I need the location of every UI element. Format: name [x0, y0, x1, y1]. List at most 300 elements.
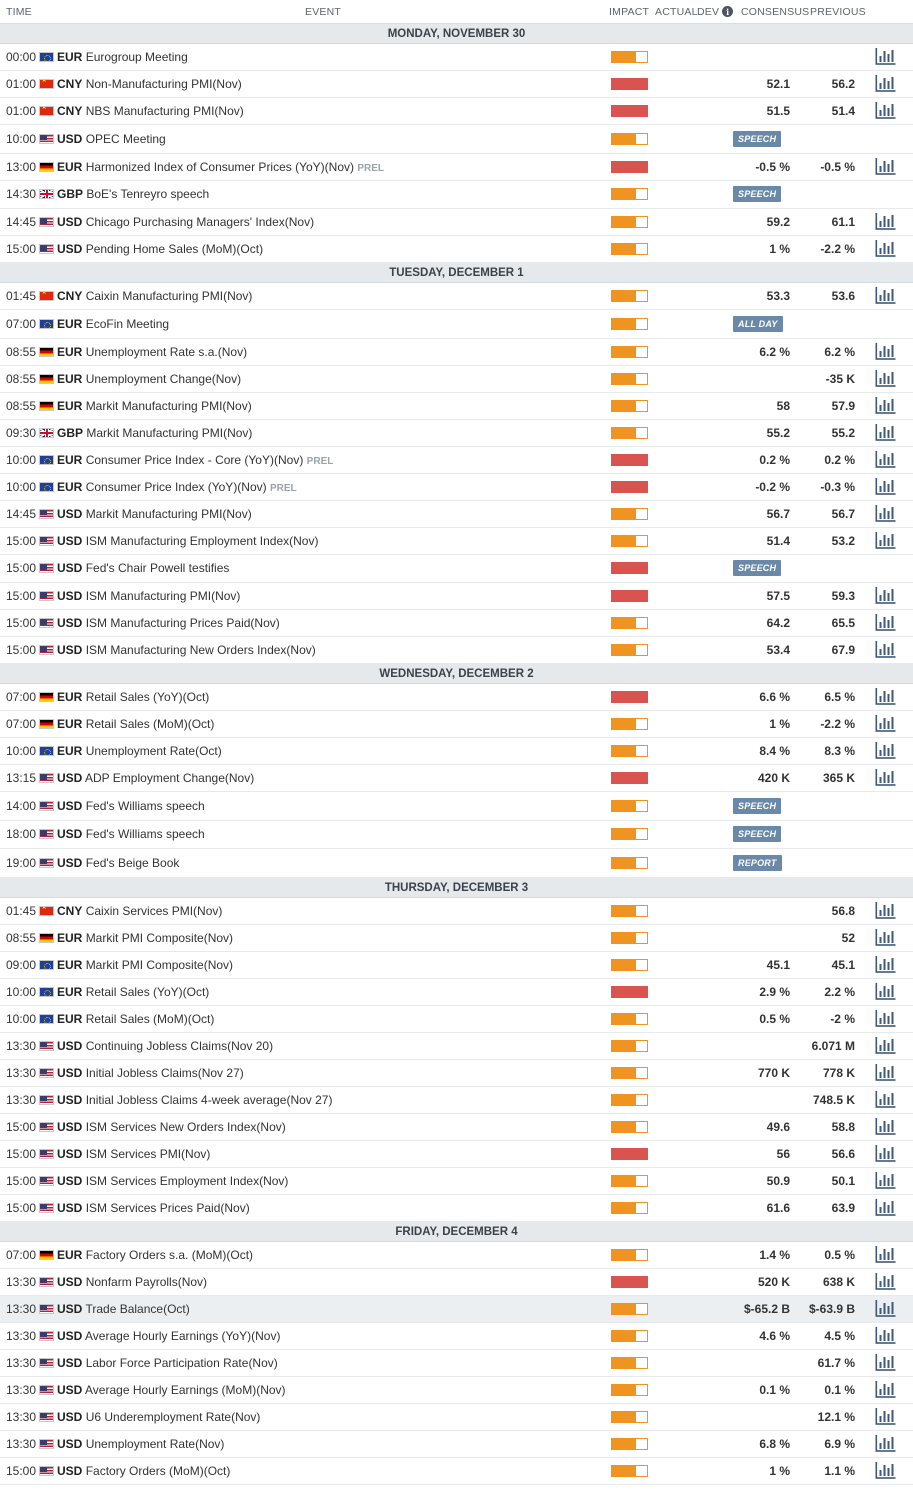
event-row[interactable] [0, 1431, 913, 1458]
event-row[interactable] [0, 1141, 913, 1168]
chart-icon[interactable] [875, 929, 896, 946]
event-title[interactable] [57, 1302, 190, 1316]
event-title[interactable] [57, 289, 252, 303]
previous-value: 56.8 [831, 903, 855, 918]
chart-icon[interactable] [875, 478, 896, 495]
chart-icon[interactable] [875, 397, 896, 414]
eu-flag-icon [39, 987, 54, 997]
event-row[interactable] [0, 1195, 913, 1222]
event-currency: USD [57, 855, 83, 870]
chart-icon[interactable] [875, 1462, 896, 1479]
event-row[interactable] [0, 181, 913, 210]
event-currency: USD [57, 1173, 83, 1188]
impact-medium-bar [611, 1303, 648, 1315]
event-time: 15:00 [6, 242, 37, 256]
chart-icon[interactable] [875, 343, 896, 360]
event-time: 13:30 [6, 1038, 37, 1053]
event-name: BoE's Tenreyro speech [86, 187, 210, 202]
event-time: 10:00 [6, 984, 37, 999]
event-currency: USD [57, 1463, 83, 1478]
previous-value: -2.2 % [820, 717, 855, 731]
event-row[interactable] [0, 1296, 913, 1323]
chart-icon[interactable] [875, 688, 896, 705]
event-currency: USD [57, 561, 83, 576]
chart-icon[interactable] [875, 1172, 896, 1189]
event-title[interactable] [57, 904, 222, 918]
impact-medium-bar [611, 644, 648, 656]
event-time: 01:00 [6, 104, 37, 118]
event-title[interactable] [57, 1174, 288, 1188]
event-currency: USD [57, 1065, 83, 1080]
event-name: Trade Balance(Oct) [85, 1301, 190, 1316]
chart-icon[interactable] [875, 983, 896, 1000]
consensus-value: 1.4 % [759, 1247, 790, 1262]
event-currency: EUR [57, 957, 83, 972]
header-event[interactable]: EVENT [305, 5, 342, 18]
event-currency: EUR [57, 717, 83, 731]
previous-value: 1.1 % [824, 1463, 855, 1478]
consensus-value: -0.5 % [755, 159, 790, 174]
chart-icon[interactable] [875, 769, 896, 786]
chart-icon[interactable] [875, 1435, 896, 1452]
chart-icon[interactable] [875, 1091, 896, 1108]
event-row[interactable] [0, 898, 913, 925]
event-currency: USD [57, 1146, 83, 1161]
event-title[interactable] [57, 827, 205, 841]
us-flag-icon [39, 1439, 54, 1449]
event-title[interactable] [57, 1464, 230, 1478]
event-title[interactable] [57, 985, 209, 999]
event-title[interactable] [57, 1356, 278, 1370]
impact-medium-bar [611, 133, 648, 145]
event-title[interactable] [57, 345, 247, 359]
event-row[interactable] [0, 528, 913, 555]
germany-flag-icon [39, 162, 54, 172]
consensus-value: 53.4 [766, 643, 790, 657]
chart-icon[interactable] [875, 902, 896, 919]
impact-medium-bar [611, 373, 648, 385]
event-title[interactable] [57, 104, 244, 118]
chart-icon[interactable] [875, 1064, 896, 1081]
us-flag-icon [39, 645, 54, 655]
event-title[interactable] [57, 1329, 280, 1343]
event-row[interactable] [0, 952, 913, 979]
event-row[interactable] [0, 849, 913, 878]
china-flag-icon [39, 291, 54, 301]
event-name: Pending Home Sales (MoM)(Oct) [85, 242, 264, 256]
chart-icon[interactable] [875, 715, 896, 732]
event-row[interactable] [0, 1033, 913, 1060]
event-row[interactable] [0, 610, 913, 637]
event-time: 15:00 [6, 533, 37, 548]
us-flag-icon [39, 1277, 54, 1287]
event-currency: USD [57, 1355, 83, 1370]
chart-icon[interactable] [875, 158, 896, 175]
event-row[interactable] [0, 711, 913, 738]
us-flag-icon [39, 1095, 54, 1105]
previous-value: -0.5 % [820, 159, 855, 174]
chart-icon[interactable] [875, 1010, 896, 1027]
chart-icon[interactable] [875, 532, 896, 549]
previous-value: 56.2 [831, 77, 855, 91]
event-currency: CNY [57, 104, 83, 118]
impact-medium-bar [611, 535, 648, 547]
event-row[interactable] [0, 1242, 913, 1269]
event-title[interactable] [57, 453, 333, 467]
event-row[interactable] [0, 44, 913, 71]
event-badge: ALL DAY [733, 316, 783, 332]
event-currency: USD [57, 1382, 83, 1397]
header-impact[interactable]: IMPACT [609, 5, 650, 18]
us-flag-icon [39, 1041, 54, 1051]
event-currency: USD [57, 215, 83, 229]
china-flag-icon [39, 79, 54, 89]
event-row[interactable] [0, 310, 913, 339]
previous-value: 61.1 [831, 215, 855, 229]
header-previous[interactable]: PREVIOUS [810, 5, 866, 18]
event-name: Markit PMI Composite(Nov) [85, 957, 234, 972]
chart-icon[interactable] [875, 1381, 896, 1398]
previous-value: 6.071 M [811, 1038, 855, 1053]
event-title[interactable] [57, 1248, 253, 1262]
chart-icon[interactable] [875, 102, 896, 119]
event-row[interactable] [0, 474, 913, 501]
event-currency: EUR [57, 50, 83, 64]
previous-value: 65.5 [831, 616, 855, 630]
event-name: Average Hourly Earnings (MoM)(Nov) [85, 1382, 286, 1397]
impact-medium-bar [611, 1330, 648, 1342]
previous-value: 8.3 % [824, 744, 855, 758]
event-name: ADP Employment Change(Nov) [85, 771, 255, 785]
info-icon[interactable]: i [722, 6, 733, 17]
event-currency: USD [57, 533, 83, 548]
event-title[interactable] [57, 931, 233, 945]
chart-icon[interactable] [875, 424, 896, 441]
event-row[interactable] [0, 1269, 913, 1296]
event-row[interactable] [0, 125, 913, 154]
event-title[interactable] [57, 426, 252, 440]
event-currency: USD [57, 1409, 83, 1424]
event-row[interactable] [0, 366, 913, 393]
consensus-value: 6.8 % [759, 1436, 790, 1451]
event-row[interactable] [0, 236, 913, 263]
event-name: Factory Orders (MoM)(Oct) [85, 1463, 231, 1478]
consensus-value: 0.1 % [759, 1382, 790, 1397]
event-time: 15:00 [6, 1200, 37, 1215]
previous-value: 52 [841, 930, 855, 945]
uk-flag-icon [39, 428, 54, 438]
day-header: WEDNESDAY, DECEMBER 2 [0, 664, 913, 684]
event-title[interactable] [57, 1275, 207, 1289]
event-row[interactable] [0, 979, 913, 1006]
event-row[interactable] [0, 925, 913, 952]
event-time: 13:30 [6, 1274, 37, 1289]
chart-icon[interactable] [875, 370, 896, 387]
event-time: 10:00 [6, 131, 37, 146]
event-title[interactable] [57, 643, 316, 657]
impact-high-bar [611, 562, 648, 574]
consensus-value: 55.2 [766, 425, 790, 440]
event-name: Retail Sales (YoY)(Oct) [85, 984, 210, 999]
consensus-value: $-65.2 B [743, 1301, 790, 1316]
header-time[interactable]: TIME [6, 5, 32, 18]
event-title[interactable] [57, 50, 188, 64]
previous-value: 45.1 [831, 957, 855, 972]
event-title[interactable] [57, 215, 314, 229]
event-currency: EUR [57, 371, 83, 386]
chart-icon[interactable] [875, 1199, 896, 1216]
us-flag-icon [39, 1149, 54, 1159]
consensus-value: 1 % [769, 717, 790, 731]
event-name: Retail Sales (YoY)(Oct) [85, 690, 210, 704]
impact-medium-bar [611, 1411, 648, 1423]
event-title[interactable] [57, 1039, 273, 1053]
chart-icon[interactable] [875, 956, 896, 973]
event-title[interactable] [57, 1093, 332, 1107]
event-title[interactable] [57, 160, 384, 174]
eu-flag-icon [39, 455, 54, 465]
chart-icon[interactable] [875, 1145, 896, 1162]
event-time: 13:30 [6, 1382, 37, 1397]
event-row[interactable] [0, 1458, 913, 1485]
chart-icon[interactable] [875, 641, 896, 658]
event-currency: USD [57, 1274, 83, 1289]
event-title[interactable] [57, 616, 280, 630]
consensus-value: 56.7 [766, 506, 790, 521]
event-currency: USD [57, 131, 83, 146]
event-row[interactable] [0, 1006, 913, 1033]
impact-medium-bar [611, 1094, 648, 1106]
us-flag-icon [39, 1176, 54, 1186]
chart-icon[interactable] [875, 587, 896, 604]
event-name: Markit Manufacturing PMI(Nov) [85, 506, 252, 521]
chart-icon[interactable] [875, 1246, 896, 1263]
us-flag-icon [39, 1412, 54, 1422]
event-row[interactable] [0, 555, 913, 584]
previous-value: 55.2 [831, 425, 855, 440]
event-row[interactable] [0, 209, 913, 236]
impact-medium-bar [611, 290, 648, 302]
previous-value: 50.1 [831, 1173, 855, 1188]
event-name: Eurogroup Meeting [85, 50, 188, 64]
chart-icon[interactable] [875, 614, 896, 631]
event-time: 08:55 [6, 930, 37, 945]
event-row[interactable] [0, 98, 913, 125]
impact-high-bar [611, 105, 648, 117]
event-row[interactable] [0, 1350, 913, 1377]
event-title[interactable] [57, 1201, 250, 1215]
impact-medium-bar [611, 857, 648, 869]
impact-high-bar [611, 1276, 648, 1288]
event-row[interactable] [0, 821, 913, 850]
event-row[interactable] [0, 792, 913, 821]
event-name: Markit Manufacturing PMI(Nov) [86, 425, 253, 440]
chart-icon[interactable] [875, 1118, 896, 1135]
event-title[interactable] [57, 856, 179, 870]
event-row[interactable] [0, 1087, 913, 1114]
chart-icon[interactable] [875, 240, 896, 257]
event-title[interactable] [57, 480, 297, 494]
previous-value: 6.5 % [824, 690, 855, 704]
event-row[interactable] [0, 1377, 913, 1404]
event-time: 10:00 [6, 744, 37, 758]
event-title[interactable] [57, 187, 209, 201]
previous-value: 51.4 [831, 104, 855, 118]
event-title[interactable] [57, 1066, 244, 1080]
us-flag-icon [39, 1122, 54, 1132]
event-currency: USD [57, 242, 83, 256]
impact-high-bar [611, 481, 648, 493]
event-row[interactable] [0, 447, 913, 474]
event-row[interactable] [0, 71, 913, 98]
consensus-value: 49.6 [766, 1119, 790, 1134]
event-currency: USD [57, 506, 83, 521]
us-flag-icon [39, 618, 54, 628]
event-title[interactable] [57, 771, 254, 785]
chart-icon[interactable] [875, 1273, 896, 1290]
header-consensus[interactable]: CONSENSUS [741, 5, 810, 18]
event-name: Chicago Purchasing Managers' Index(Nov) [85, 215, 315, 229]
event-title[interactable] [57, 1147, 210, 1161]
us-flag-icon [39, 1304, 54, 1314]
impact-high-bar [611, 78, 648, 90]
event-time: 13:30 [6, 1065, 37, 1080]
event-row[interactable] [0, 420, 913, 447]
event-row[interactable] [0, 1168, 913, 1195]
previous-value: 59.3 [831, 589, 855, 603]
event-time: 13:15 [6, 771, 37, 785]
event-title[interactable] [57, 1437, 224, 1451]
uk-flag-icon [39, 189, 54, 199]
event-currency: USD [57, 1038, 83, 1053]
event-title[interactable] [57, 317, 169, 331]
us-flag-icon [39, 1358, 54, 1368]
chart-icon[interactable] [875, 1037, 896, 1054]
event-name: Fed's Williams speech [85, 827, 205, 842]
event-currency: EUR [57, 159, 83, 174]
us-flag-icon [39, 244, 54, 254]
event-title[interactable] [57, 77, 242, 91]
event-row[interactable] [0, 154, 913, 181]
event-row[interactable] [0, 1060, 913, 1087]
event-title[interactable] [57, 958, 233, 972]
chart-icon[interactable] [875, 1354, 896, 1371]
germany-flag-icon [39, 347, 54, 357]
chart-icon[interactable] [875, 505, 896, 522]
event-title[interactable] [57, 589, 240, 603]
event-title[interactable] [57, 242, 263, 256]
chart-icon[interactable] [875, 1327, 896, 1344]
chart-icon[interactable] [875, 451, 896, 468]
chart-icon[interactable] [875, 1408, 896, 1425]
event-row[interactable] [0, 1323, 913, 1350]
header-dev[interactable] [697, 6, 733, 18]
event-currency: GBP [57, 187, 84, 202]
event-row[interactable] [0, 684, 913, 711]
chart-icon[interactable] [875, 742, 896, 759]
event-currency: USD [57, 643, 83, 657]
event-name: EcoFin Meeting [85, 316, 170, 331]
event-row[interactable] [0, 501, 913, 528]
event-row[interactable] [0, 339, 913, 366]
event-row[interactable] [0, 637, 913, 664]
us-flag-icon [39, 1203, 54, 1213]
event-title[interactable] [57, 1410, 260, 1424]
impact-medium-bar [611, 905, 648, 917]
event-time: 19:00 [6, 855, 37, 870]
chart-icon[interactable] [875, 1300, 896, 1317]
event-title[interactable] [57, 534, 318, 548]
event-row[interactable] [0, 1114, 913, 1141]
event-title[interactable] [57, 717, 214, 731]
event-title[interactable] [57, 1012, 214, 1026]
chart-icon[interactable] [875, 213, 896, 230]
event-time: 13:30 [6, 1355, 37, 1370]
chart-icon[interactable] [875, 75, 896, 92]
event-title[interactable] [57, 690, 209, 704]
day-header: FRIDAY, DECEMBER 4 [0, 1222, 913, 1242]
event-currency: CNY [57, 289, 83, 303]
previous-value: 63.9 [831, 1200, 855, 1215]
event-title[interactable] [57, 507, 252, 521]
event-currency: USD [57, 1092, 83, 1107]
consensus-value: 56 [776, 1146, 790, 1161]
event-title[interactable] [57, 132, 166, 146]
consensus-value: 51.4 [766, 533, 790, 548]
us-flag-icon [39, 591, 54, 601]
event-row[interactable] [0, 583, 913, 610]
event-row[interactable] [0, 283, 913, 310]
event-name: Unemployment Change(Nov) [85, 371, 242, 386]
event-title[interactable] [57, 1383, 286, 1397]
event-name: ISM Manufacturing PMI(Nov) [85, 589, 241, 603]
header-actual[interactable]: ACTUAL [655, 5, 698, 18]
event-name: Labor Force Participation Rate(Nov) [85, 1355, 278, 1370]
event-title[interactable] [57, 399, 252, 413]
chart-icon[interactable] [875, 48, 896, 65]
event-row[interactable] [0, 393, 913, 420]
prel-tag: PREL [357, 162, 385, 174]
event-row[interactable] [0, 738, 913, 765]
day-header: MONDAY, NOVEMBER 30 [0, 24, 913, 44]
us-flag-icon [39, 1331, 54, 1341]
event-currency: USD [57, 589, 83, 603]
event-row[interactable] [0, 765, 913, 792]
event-title[interactable] [57, 1120, 286, 1134]
event-title[interactable] [57, 744, 222, 758]
event-time: 10:00 [6, 452, 37, 467]
event-name: Initial Jobless Claims(Nov 27) [85, 1065, 244, 1080]
previous-value: -35 K [825, 371, 855, 386]
event-time: 08:55 [6, 344, 37, 359]
event-title[interactable] [57, 372, 241, 386]
chart-icon[interactable] [875, 287, 896, 304]
event-currency: EUR [57, 984, 83, 999]
event-time: 15:00 [6, 561, 37, 576]
day-header: THURSDAY, DECEMBER 3 [0, 878, 913, 898]
us-flag-icon [39, 1466, 54, 1476]
impact-medium-bar [611, 1040, 648, 1052]
event-time: 14:00 [6, 798, 37, 813]
eu-flag-icon [39, 319, 54, 329]
event-name: Unemployment Rate(Oct) [85, 744, 222, 758]
event-currency: USD [57, 771, 83, 785]
event-title[interactable] [57, 799, 205, 813]
previous-value: 12.1 % [817, 1409, 855, 1424]
event-row[interactable] [0, 1404, 913, 1431]
event-title[interactable] [57, 561, 229, 575]
consensus-value: 420 K [757, 771, 790, 785]
